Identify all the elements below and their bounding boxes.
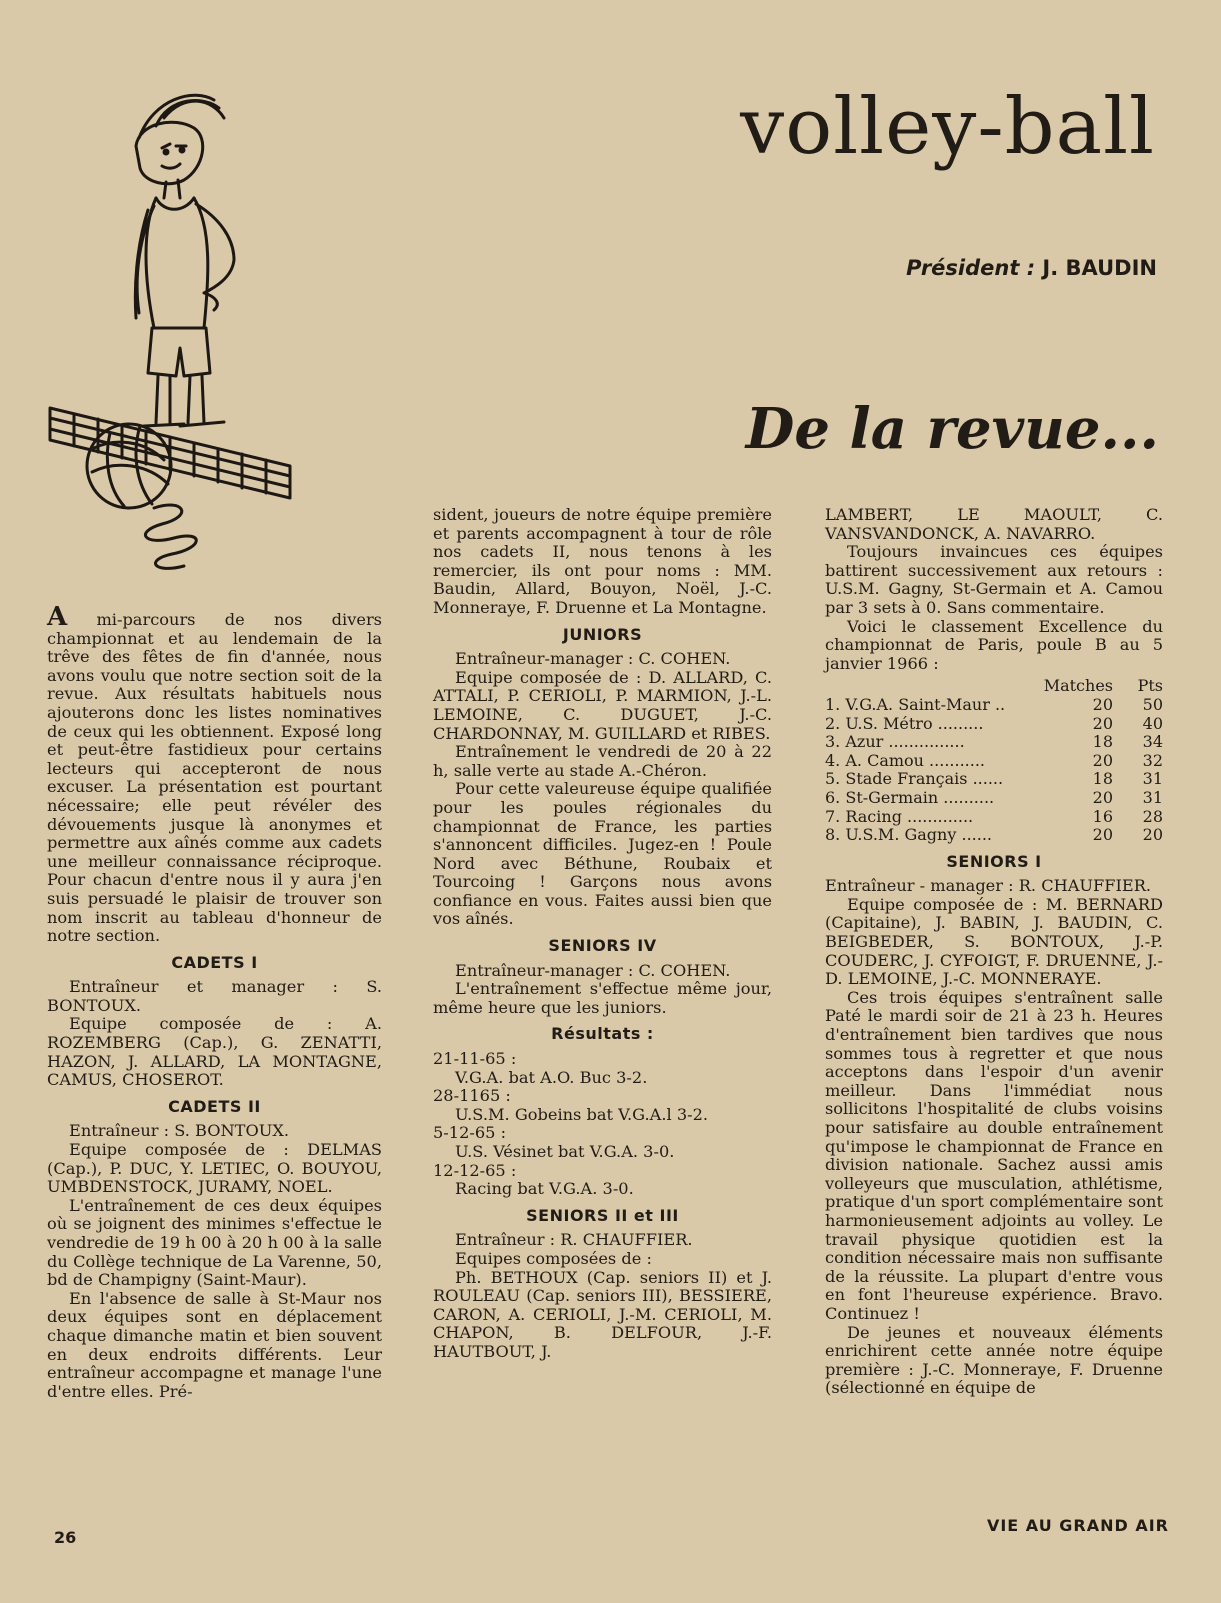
column-3 [825,506,1163,1398]
intro-paragraph [47,602,382,946]
table-row [825,696,1163,715]
team-matches: 20 [1092,713,1113,733]
team-matches: 18 [1092,732,1113,752]
page-number: 26 [54,1528,77,1547]
seniors1-coach: Entraîneur - manager : R. CHAUFFIER. [825,876,1152,896]
team-name: 4. A. Camou ........... [825,750,985,770]
seniors1-new-players: De jeunes et nouveaux éléments enrichirent cette année notre équipe première : J.-C. Monneraye, F. Druenne (sélectionné en équipe de [825,1322,1163,1398]
team-pts: 40 [1142,713,1163,733]
team-matches: 18 [1092,769,1113,789]
cadets1-coach: Entraîneur et manager : S. BONTOUX. [47,977,382,1015]
intro-text: mi-parcours de nos divers championnat et au lendemain de la trêve des fêtes de fin d'année, nous avons voulu que notre section soit de la revue. Aux résultats habituels nous ajouterons donc les listes nominatives de ceux qui les obtiennent. Exposé long et peut-être fastidieux pour certains lecteurs qui accepteront de nous excuser. La présentation est pourtant nécessaire; elle peut révéler des dévouements jusque là anonymes et permettre aux aînés comme aux cadets une meilleur connaissance réciproque. Pour chacun d'entre nous il y aura j'en suis persuadé le plaisir de trouver son nom inscrit au tableau d'honneur de notre section. [47,610,382,946]
seniors23-teams-label: Equipes composées de : [455,1248,652,1268]
team-matches: 16 [1092,806,1113,826]
col2-continuation: sident, joueurs de notre équipe première et parents accompagnent à tour de rôle nos cadets II, nous tenons à les remercier, ils ont pour noms : MM. Baudin, Allard, Bouyon, Noël, J.-C. Monneraye, F. Druenne et La Montagne. [433,505,772,617]
juniors-training: Entraînement le vendredi de 20 à 22 h, salle verte au stade A.-Chéron. [433,742,772,780]
heading-seniors-2-3: SENIORS II et III [526,1205,679,1225]
magazine-name: VIE AU GRAND AIR [986,1516,1169,1535]
heading-seniors-1: SENIORS I [946,851,1042,871]
unbeaten-paragraph: Toujours invaincues ces équipes battirent successivement aux retours : U.S.M. Gagny, St-Germain et A. Camou par 3 sets à 0. Sans commentaire. [825,542,1163,617]
standings-header-row [825,677,1163,696]
volleyball-player-illustration [44,88,304,578]
cadets2-team: Equipe composée de : DELMAS (Cap.), P. DUC, Y. LETIEC, O. BOUYOU, UMBDENSTOCK, JURAMY, NOEL. [47,1140,382,1197]
table-row [825,752,1163,771]
team-matches: 20 [1092,825,1113,845]
results-list [433,1050,772,1199]
team-name: 5. Stade Français ...... [825,769,1004,789]
drop-cap: A [47,602,68,632]
juniors-outlook: Pour cette valeureuse équipe qualifiée pour les poules régionales du championnat de France, les parties s'annoncent difficiles. Jugez-en ! Poule Nord avec Béthune, Roubaix et Tourcoing ! Garçons nous avons confiance en vous. Faites aussi bien que vos aînés. [433,779,772,929]
heading-juniors: JUNIORS [562,624,643,644]
heading-seniors-4: SENIORS IV [548,936,657,956]
team-pts: 50 [1142,694,1163,714]
team-name: 2. U.S. Métro ......... [825,713,984,733]
result-line: U.S.M. Gobeins bat V.G.A.l 3-2. [455,1104,709,1124]
cadets2-coach: Entraîneur : S. BONTOUX. [69,1121,290,1141]
result-date: 28-1165 : [433,1086,511,1106]
standings-intro: Voici le classement Excellence du championnat de Paris, poule B au 5 janvier 1966 : [825,616,1163,673]
column-1 [47,602,382,1401]
table-row [825,715,1163,734]
juniors-team: Equipe composée de : D. ALLARD, C. ATTALI, P. CERIOLI, P. MARMION, J.-L. LEMOINE, C. DUGUET, J.-C. CHARDONNAY, M. GUILLARD et RIBES. [433,667,772,743]
team-pts: 28 [1142,806,1163,826]
team-matches: 20 [1092,787,1113,807]
col3-continuation: LAMBERT, LE MAOULT, C. VANSVANDONCK, A. NAVARRO. [825,505,1163,543]
team-name: 3. Azur ............... [825,732,965,752]
seniors23-coach: Entraîneur : R. CHAUFFIER. [455,1230,693,1250]
table-row [825,770,1163,789]
seniors1-team: Equipe composée de : M. BERNARD (Capitaine), J. BABIN, J. BAUDIN, C. BEIGBEDER, S. BONTOUX, J.-P. COUDERC, J. CYFOIGT, F. DRUENNE, J.-D. LEMOINE, J.-C. MONNERAYE. [825,894,1163,989]
header-matches: Matches [1043,676,1113,696]
result-line: V.G.A. bat A.O. Buc 3-2. [455,1067,648,1087]
president-line [906,256,1157,280]
section-title: volley-ball [740,82,1155,172]
team-name: 7. Racing ............. [825,806,974,826]
team-pts: 31 [1142,769,1163,789]
heading-cadets-2: CADETS II [168,1096,261,1116]
result-date: 12-12-65 : [433,1160,517,1180]
team-pts: 34 [1142,732,1163,752]
seniors23-players: Ph. BETHOUX (Cap. seniors II) et J. ROULEAU (Cap. seniors III), BESSIERE, CARON, A. CERIOLI, J.-M. CERIOLI, M. CHAPON, B. DELFOUR, J.-F. HAUTBOUT, J. [433,1267,772,1361]
team-pts: 32 [1142,750,1163,770]
team-matches: 20 [1092,694,1113,714]
result-line: Racing bat V.G.A. 3-0. [455,1179,634,1199]
header-pts: Pts [1137,676,1163,696]
cadets1-team: Equipe composée de : A. ROZEMBERG (Cap.), G. ZENATTI, HAZON, J. ALLARD, LA MONTAGNE, CAMUS, CHOSEROT. [47,1014,382,1090]
heading-cadets-1: CADETS I [171,952,258,972]
result-line: U.S. Vésinet bat V.G.A. 3-0. [455,1142,675,1161]
article-subtitle: De la revue... [745,396,1159,462]
seniors4-coach: Entraîneur-manager : C. COHEN. [455,960,731,980]
seniors4-training: L'entraînement s'effectue même jour, même heure que les juniors. [433,979,772,1017]
team-pts: 20 [1142,825,1163,845]
cadets2-travel: En l'absence de salle à St-Maur nos deux équipes sont en déplacement chaque dimanche matin et bien souvent en deux endroits différents. Leur entraîneur accompagne et manage l'une d'entre elles. Pré- [47,1288,382,1401]
cadets2-training: L'entraînement de ces deux équipes où se joignent des minimes s'effectue le vendredie de 19 h 00 à 20 h 00 à la salle du Collège technique de La Varenne, 50, bd de Champigny (Saint-Maur). [47,1195,382,1290]
standings-table [825,677,1163,844]
team-name: 1. V.G.A. Saint-Maur .. [825,694,1006,714]
president-label: Président : [906,256,1036,280]
column-2 [433,506,772,1362]
team-pts: 31 [1142,787,1163,807]
result-date: 21-11-65 : [433,1049,517,1069]
table-row [825,789,1163,808]
table-row [825,826,1163,845]
table-row [825,733,1163,752]
table-row [825,808,1163,827]
president-name: J. BAUDIN [1042,256,1157,280]
team-matches: 20 [1092,750,1113,770]
juniors-coach: Entraîneur-manager : C. COHEN. [455,649,731,669]
seniors1-training: Ces trois équipes s'entraînent salle Paté le mardi soir de 21 à 23 h. Heures d'entraînement bien tardives que nous sommes tous à regretter et que nous acceptons dans l'espoir d'un avenir meilleur. Dans l'immédiat nous sollicitons l'hospitalité de clubs voisins pour satisfaire au double entraînement qu'impose le championnat de France en division nationale. Sachez aussi amis volleyeurs que musculation, athlétisme, pratique d'un sport complémentaire sont harmonieusement adjoints au volley. Le travail physique quotidien est la condition nécessaire mais non suffisante de la réussite. La plupart d'entre vous en font l'heureuse expérience. Bravo. Continuez ! [825,987,1163,1323]
heading-results: Résultats : [551,1024,654,1044]
team-name: 8. U.S.M. Gagny ...... [825,825,992,845]
team-name: 6. St-Germain .......... [825,787,995,807]
result-date: 5-12-65 : [433,1123,507,1143]
